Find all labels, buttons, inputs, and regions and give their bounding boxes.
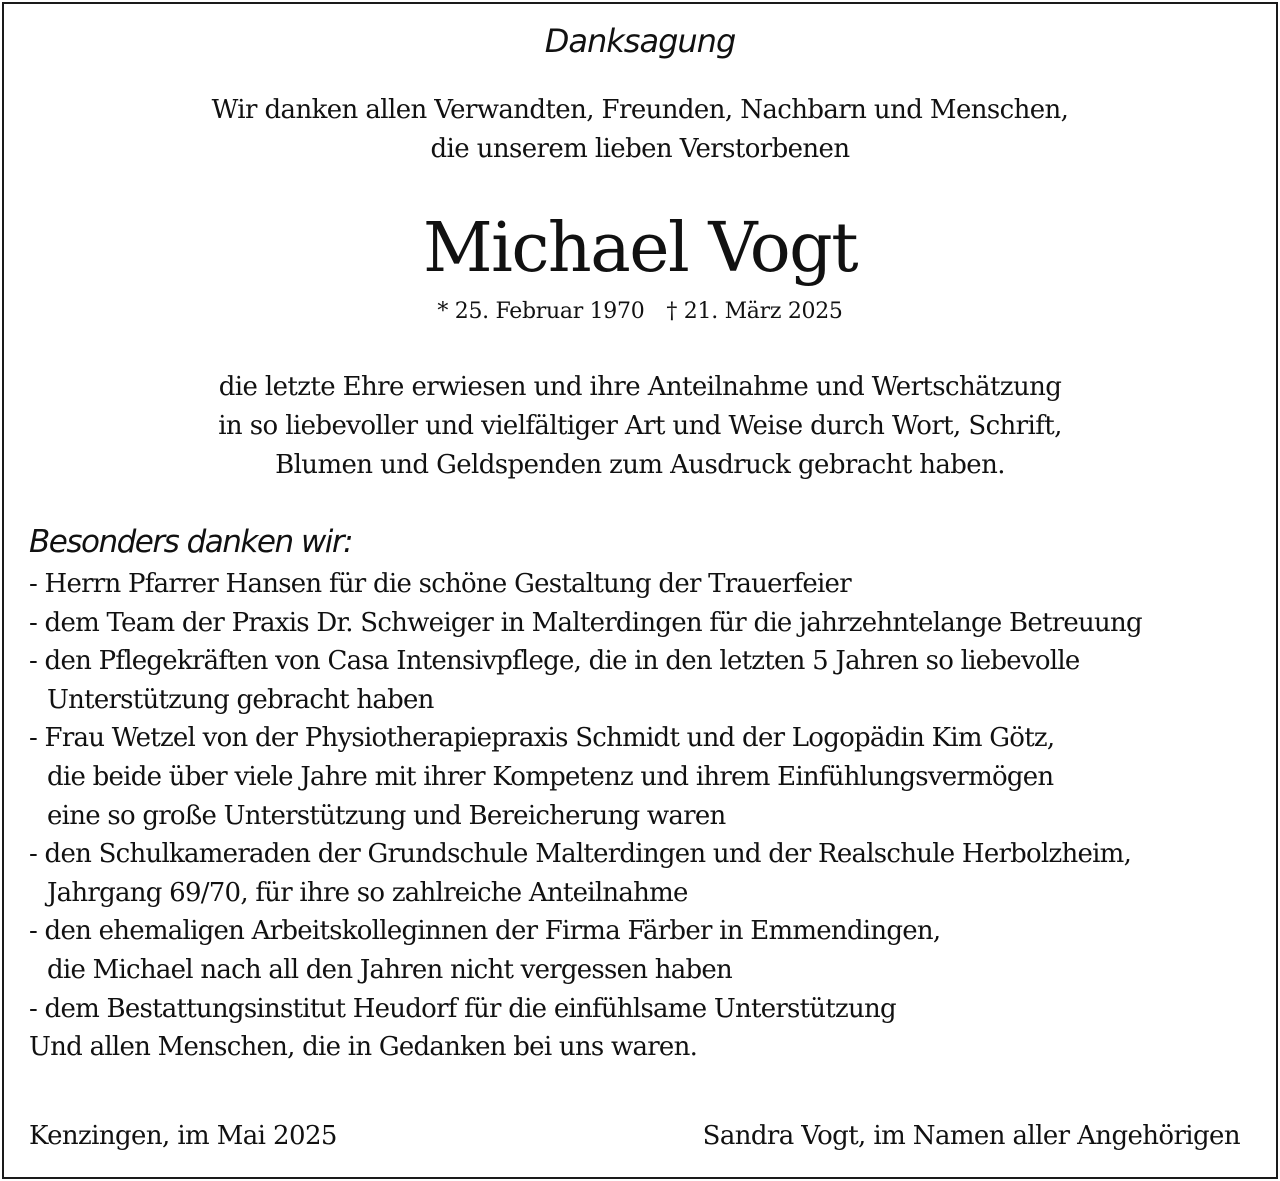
thanks-line: - den Schulkameraden der Grundschule Malterdingen und der Realschule Herbolzheim, [29,839,1132,870]
special-thanks-title: Besonders danken wir: [29,524,353,560]
death-date: † 21. März 2025 [666,299,843,324]
thanks-line: - den ehemaligen Arbeitskolleginnen der Firma Färber in Emmendingen, [29,916,941,947]
body-line: in so liebevoller und vielfältiger Art und Weise durch Wort, Schrift, [218,411,1062,441]
thanks-line: die Michael nach all den Jahren nicht vergessen haben [47,954,733,985]
intro-text [0,91,1280,169]
birth-date: * 25. Februar 1970 [437,299,645,324]
thanks-line: eine so große Unterstützung und Bereicherung waren [47,800,726,831]
deceased-name: Michael Vogt [422,209,858,288]
intro-line: Wir danken allen Verwandten, Freunden, Nachbarn und Menschen, [211,95,1069,125]
thanks-line: die beide über viele Jahre mit ihrer Kompetenz und ihrem Einfühlungsvermögen [47,761,1054,792]
special-thanks-list [29,565,1142,1067]
body-text [0,368,1280,485]
closing-line: Und allen Menschen, die in Gedanken bei uns waren. [29,1032,698,1063]
life-dates [0,296,1280,328]
thanks-line: - Frau Wetzel von der Physiotherapiepraxis Schmidt und der Logopädin Kim Götz, [29,723,1055,754]
thanks-line: Jahrgang 69/70, für ihre so zahlreiche Anteilnahme [47,877,688,908]
notice-heading: Danksagung [544,22,736,60]
signature: Sandra Vogt, im Namen aller Angehörigen [702,1121,1240,1151]
thanks-line: - Herrn Pfarrer Hansen für die schöne Gestaltung der Trauerfeier [29,569,851,599]
place-date: Kenzingen, im Mai 2025 [29,1121,337,1151]
body-line: die letzte Ehre erwiesen und ihre Anteilnahme und Wertschätzung [218,372,1062,402]
thanks-line: - dem Bestattungsinstitut Heudorf für die einfühlsame Unterstützung [29,993,896,1024]
intro-line: die unserem lieben Verstorbenen [430,134,850,164]
thanks-line: Unterstützung gebracht haben [47,684,434,715]
thanks-line: - den Pflegekräften von Casa Intensivpflege, die in den letzten 5 Jahren so liebevolle [29,646,1080,677]
thanks-line: - dem Team der Praxis Dr. Schweiger in Malterdingen für die jahrzehntelange Betreuung [29,607,1142,638]
body-line: Blumen und Geldspenden zum Ausdruck gebracht haben. [275,450,1005,480]
